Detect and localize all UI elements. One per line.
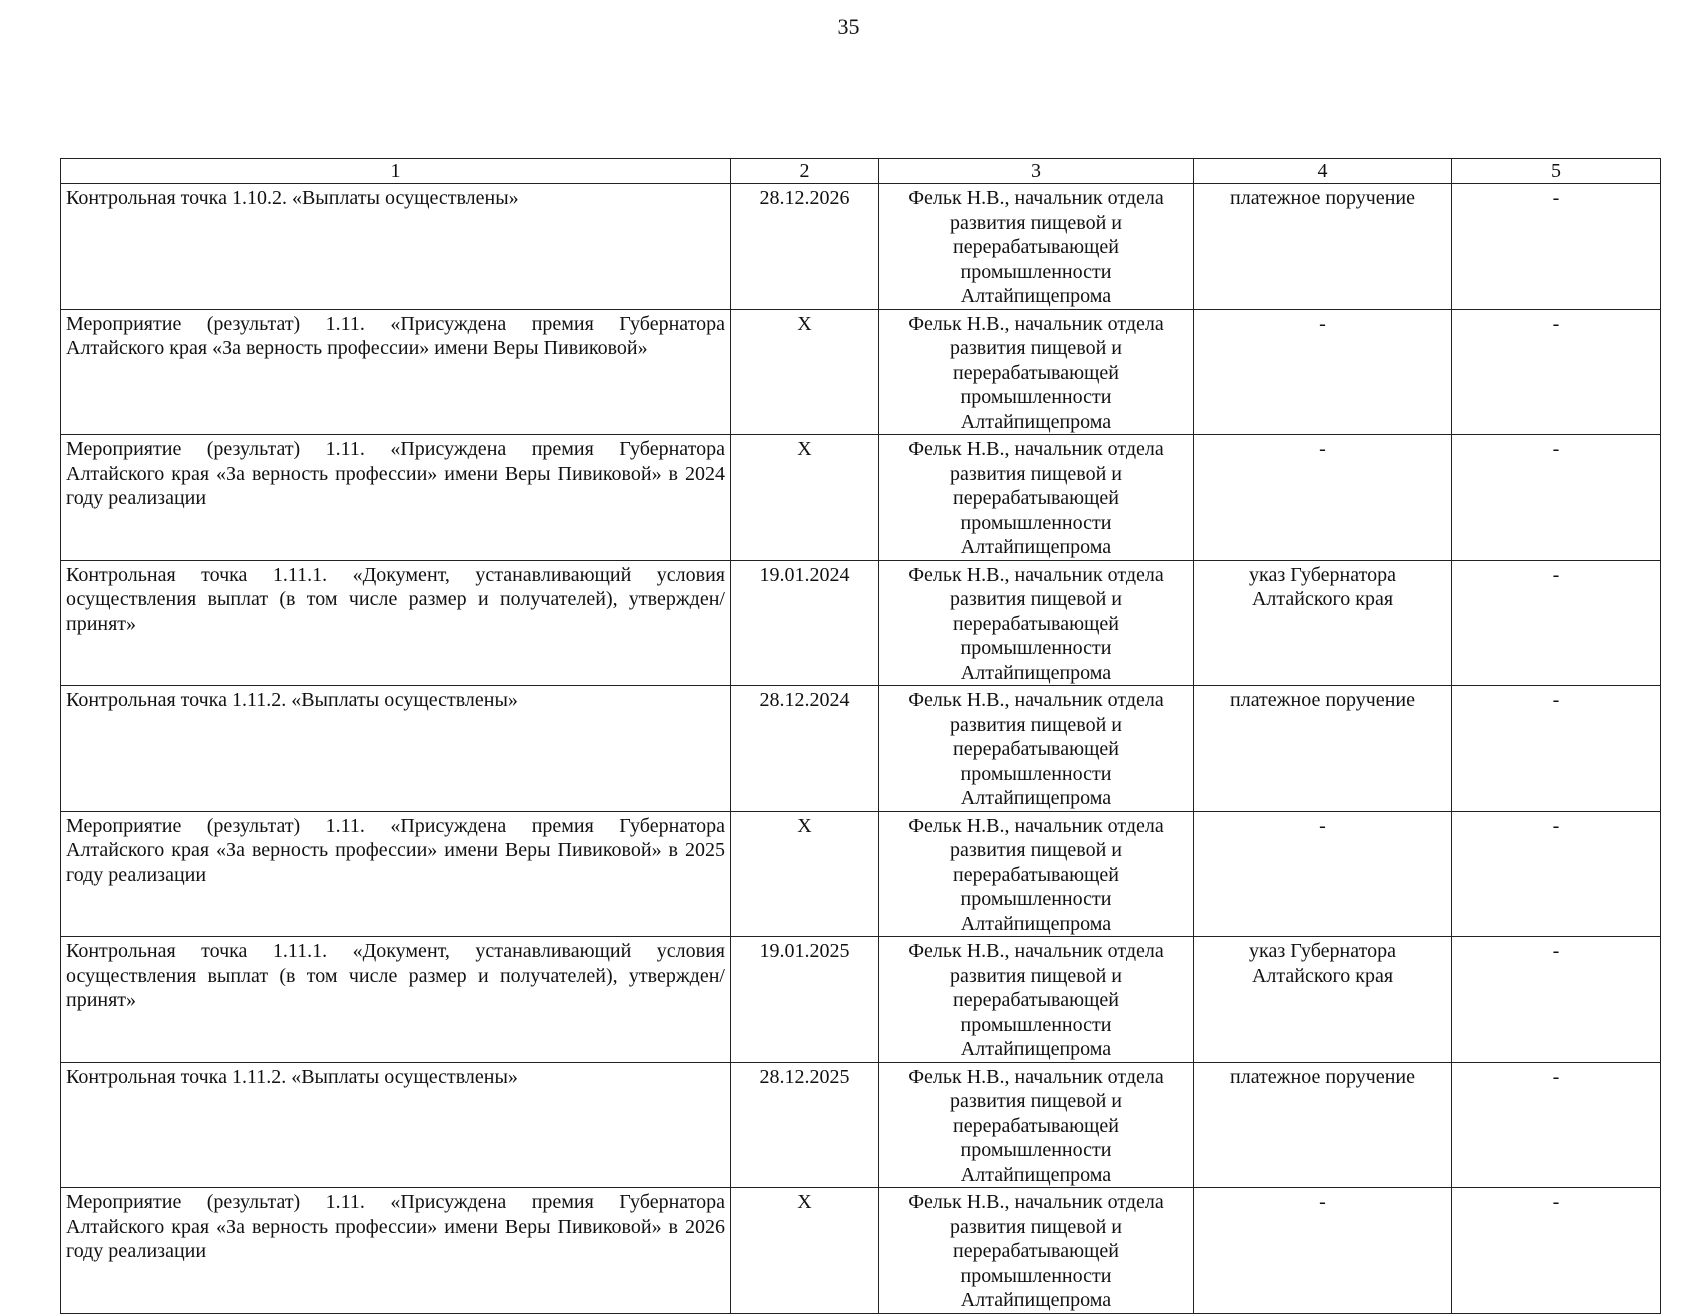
event-name-cell: Мероприятие (результат) 1.11. «Присуждена премия Губернатора Алтайского края «За верность профессии» имени Веры Пивиковой» в 2025 году реализации — [61, 811, 731, 937]
responsible-person-cell: Фельк Н.В., начальник отдела развития пищевой и перерабатывающей промышленности Алтайпищепрома — [879, 184, 1194, 310]
column-5-cell: - — [1452, 686, 1661, 812]
table-row — [61, 309, 1661, 435]
event-name-cell: Контрольная точка 1.11.1. «Документ, устанавливающий условия осуществления выплат (в том числе размер и получателей), утвержден/принят» — [61, 560, 731, 686]
table-row — [61, 560, 1661, 686]
column-5-cell: - — [1452, 1188, 1661, 1314]
deadline-cell: Х — [731, 811, 879, 937]
event-name-cell: Мероприятие (результат) 1.11. «Присуждена премия Губернатора Алтайского края «За верность профессии» имени Веры Пивиковой» в 2024 году реализации — [61, 435, 731, 561]
column-number-row — [61, 159, 1661, 184]
event-name-cell: Мероприятие (результат) 1.11. «Присуждена премия Губернатора Алтайского края «За верность профессии» имени Веры Пивиковой» в 2026 году реализации — [61, 1188, 731, 1314]
table-row — [61, 435, 1661, 561]
confirming-document-cell: платежное поручение — [1194, 1062, 1452, 1188]
column-5-cell: - — [1452, 560, 1661, 686]
table-row — [61, 1188, 1661, 1314]
column-number-5: 5 — [1452, 159, 1661, 184]
deadline-cell: Х — [731, 435, 879, 561]
event-name-cell: Контрольная точка 1.11.2. «Выплаты осуществлены» — [61, 686, 731, 812]
responsible-person-cell: Фельк Н.В., начальник отдела развития пищевой и перерабатывающей промышленности Алтайпищепрома — [879, 811, 1194, 937]
column-5-cell: - — [1452, 435, 1661, 561]
responsible-person-cell: Фельк Н.В., начальник отдела развития пищевой и перерабатывающей промышленности Алтайпищепрома — [879, 1062, 1194, 1188]
responsible-person-cell: Фельк Н.В., начальник отдела развития пищевой и перерабатывающей промышленности Алтайпищепрома — [879, 937, 1194, 1063]
deadline-cell: 19.01.2024 — [731, 560, 879, 686]
responsible-person-cell: Фельк Н.В., начальник отдела развития пищевой и перерабатывающей промышленности Алтайпищепрома — [879, 435, 1194, 561]
column-5-cell: - — [1452, 937, 1661, 1063]
responsible-person-cell: Фельк Н.В., начальник отдела развития пищевой и перерабатывающей промышленности Алтайпищепрома — [879, 309, 1194, 435]
plan-table — [60, 158, 1661, 1314]
confirming-document-cell: - — [1194, 435, 1452, 561]
confirming-document-cell: - — [1194, 309, 1452, 435]
confirming-document-cell: - — [1194, 811, 1452, 937]
deadline-cell: 28.12.2025 — [731, 1062, 879, 1188]
column-number-1: 1 — [61, 159, 731, 184]
deadline-cell: 28.12.2026 — [731, 184, 879, 310]
column-number-3: 3 — [879, 159, 1194, 184]
column-number-4: 4 — [1194, 159, 1452, 184]
event-name-cell: Мероприятие (результат) 1.11. «Присуждена премия Губернатора Алтайского края «За верность профессии» имени Веры Пивиковой» — [61, 309, 731, 435]
table-row — [61, 937, 1661, 1063]
deadline-cell: 28.12.2024 — [731, 686, 879, 812]
confirming-document-cell: платежное поручение — [1194, 686, 1452, 812]
confirming-document-cell: указ Губернатора Алтайского края — [1194, 560, 1452, 686]
deadline-cell: Х — [731, 309, 879, 435]
column-5-cell: - — [1452, 184, 1661, 310]
event-name-cell: Контрольная точка 1.11.1. «Документ, устанавливающий условия осуществления выплат (в том числе размер и получателей), утвержден/принят» — [61, 937, 731, 1063]
deadline-cell: Х — [731, 1188, 879, 1314]
deadline-cell: 19.01.2025 — [731, 937, 879, 1063]
table-row — [61, 184, 1661, 310]
confirming-document-cell: - — [1194, 1188, 1452, 1314]
responsible-person-cell: Фельк Н.В., начальник отдела развития пищевой и перерабатывающей промышленности Алтайпищепрома — [879, 560, 1194, 686]
event-name-cell: Контрольная точка 1.11.2. «Выплаты осуществлены» — [61, 1062, 731, 1188]
confirming-document-cell: указ Губернатора Алтайского края — [1194, 937, 1452, 1063]
column-5-cell: - — [1452, 811, 1661, 937]
column-5-cell: - — [1452, 309, 1661, 435]
table-row — [61, 1062, 1661, 1188]
column-5-cell: - — [1452, 1062, 1661, 1188]
responsible-person-cell: Фельк Н.В., начальник отдела развития пищевой и перерабатывающей промышленности Алтайпищепрома — [879, 1188, 1194, 1314]
page-number: 35 — [837, 14, 860, 39]
table-row — [61, 686, 1661, 812]
column-number-2: 2 — [731, 159, 879, 184]
event-name-cell: Контрольная точка 1.10.2. «Выплаты осуществлены» — [61, 184, 731, 310]
responsible-person-cell: Фельк Н.В., начальник отдела развития пищевой и перерабатывающей промышленности Алтайпищепрома — [879, 686, 1194, 812]
confirming-document-cell: платежное поручение — [1194, 184, 1452, 310]
table-row — [61, 811, 1661, 937]
